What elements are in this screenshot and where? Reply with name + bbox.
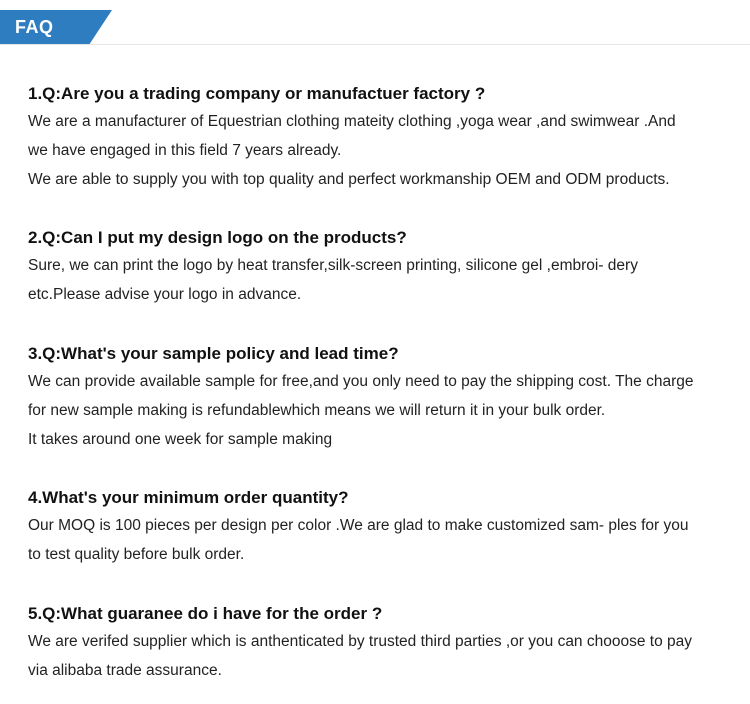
faq-answer-line: We are verifed supplier which is anthenticated by trusted third parties ,or you can chooose to pay xyxy=(28,633,692,650)
faq-answer-line: we have engaged in this field 7 years already. xyxy=(28,142,342,159)
faq-question: 5.Q:What guaranee do i have for the order ? xyxy=(28,604,383,623)
faq-answer-line: via alibaba trade assurance. xyxy=(28,662,222,679)
faq-answer-line: We are a manufacturer of Equestrian clothing mateity clothing ,yoga wear ,and swimwear .And xyxy=(28,113,676,130)
faq-answer-line: We can provide available sample for free,and you only need to pay the shipping cost. The charge xyxy=(28,373,694,390)
faq-answer xyxy=(28,107,728,194)
faq-answer-line: Our MOQ is 100 pieces per design per color .We are glad to make customized sam- ples for you xyxy=(28,517,689,534)
faq-answer-line: etc.Please advise your logo in advance. xyxy=(28,286,302,303)
faq-item-2 xyxy=(28,226,728,309)
faq-item-3 xyxy=(28,342,728,454)
faq-answer-line: to test quality before bulk order. xyxy=(28,546,245,563)
faq-answer xyxy=(28,511,728,569)
faq-question: 4.What's your minimum order quantity? xyxy=(28,488,349,507)
faq-question: 3.Q:What's your sample policy and lead time? xyxy=(28,344,399,363)
faq-item-1 xyxy=(28,82,728,194)
faq-item-5 xyxy=(28,602,728,685)
faq-answer-line: It takes around one week for sample making xyxy=(28,431,333,448)
faq-header-label: FAQ xyxy=(15,17,54,37)
header-divider xyxy=(0,44,750,45)
faq-answer xyxy=(28,367,728,454)
faq-answer-line: We are able to supply you with top quality and perfect workmanship OEM and ODM products. xyxy=(28,171,670,188)
faq-answer-line: for new sample making is refundablewhich means we will return it in your bulk order. xyxy=(28,402,606,419)
faq-item-4 xyxy=(28,486,728,569)
faq-answer-line: Sure, we can print the logo by heat transfer,silk-screen printing, silicone gel ,embroi- dery xyxy=(28,257,638,274)
faq-answer xyxy=(28,251,728,309)
faq-answer xyxy=(28,627,728,685)
faq-question: 1.Q:Are you a trading company or manufactuer factory ? xyxy=(28,84,486,103)
faq-question: 2.Q:Can I put my design logo on the products? xyxy=(28,228,407,247)
